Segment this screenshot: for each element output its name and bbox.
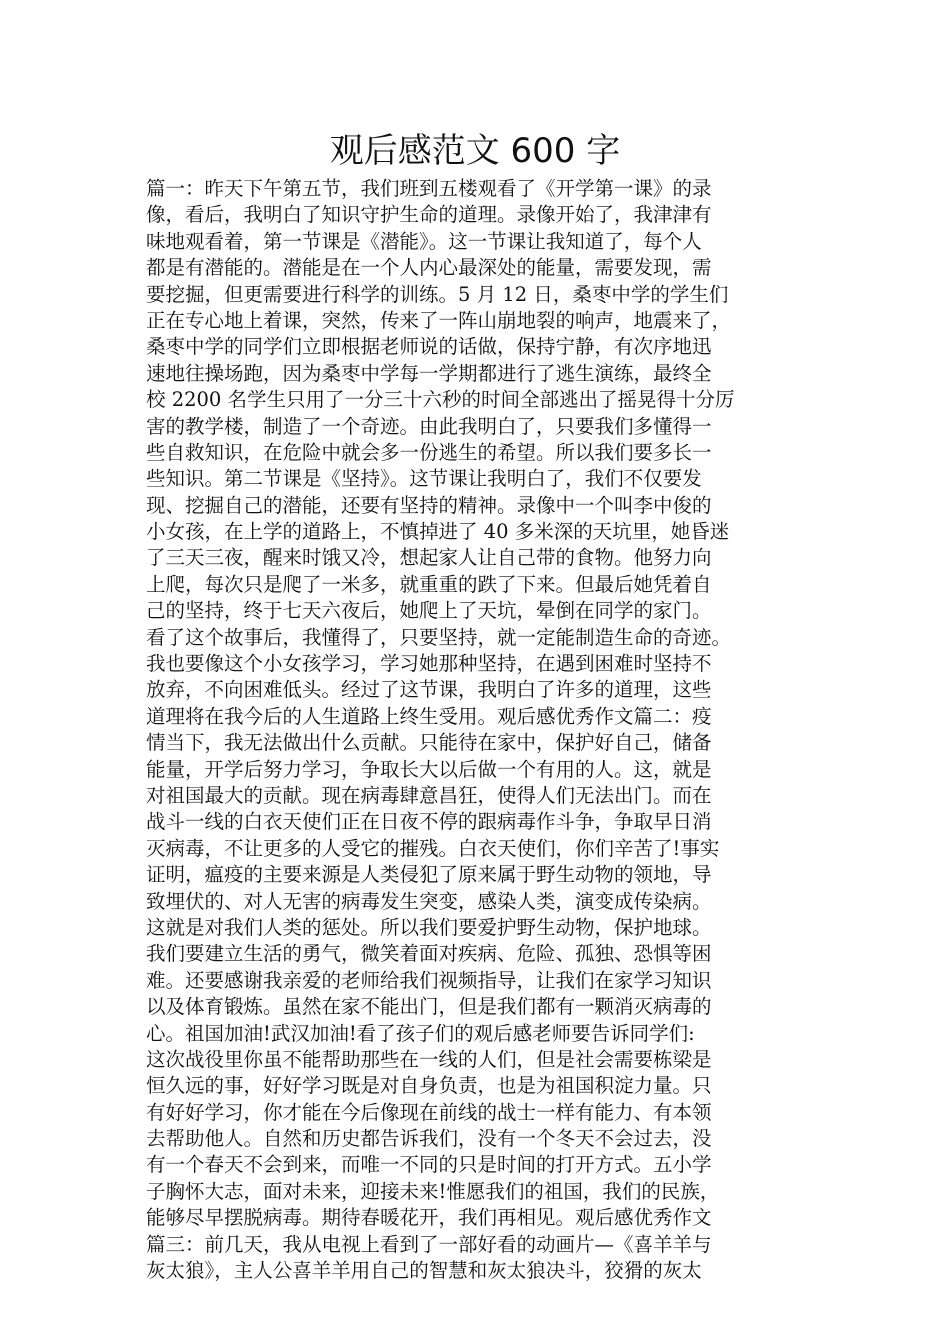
text-line: 放弃，不向困难低头。经过了这节课，我明白了许多的道理，这些	[146, 678, 712, 702]
text-line: 我们要建立生活的勇气，微笑着面对疾病、危险、孤独、恐惧等困	[146, 942, 712, 966]
text-line: 校 2200 名学生只用了一分三十六秒的时间全部逃出了摇晃得十分厉	[146, 388, 735, 412]
text-line: 心。祖国加油!武汉加油!看了孩子们的观后感老师要告诉同学们:	[146, 1021, 695, 1045]
text-line: 小女孩，在上学的道路上，不慎掉进了 40 多米深的天坑里，她昏迷	[146, 520, 730, 544]
text-line: 恒久远的事，好好学习既是对自身负责，也是为祖国积淀力量。只	[146, 1074, 712, 1098]
text-line: 桑枣中学的同学们立即根据老师说的话做，保持宁静，有次序地迅	[146, 335, 712, 359]
text-line: 情当下，我无法做出什么贡献。只能待在家中，保护好自己，储备	[146, 731, 712, 755]
text-line: 篇三：前几天，我从电视上看到了一部好看的动画片—《喜羊羊与	[146, 1232, 712, 1256]
text-line: 像，看后，我明白了知识守护生命的道理。录像开始了，我津津有	[146, 203, 712, 227]
text-line: 害的教学楼，制造了一个奇迹。由此我明白了，只要我们多懂得一	[146, 414, 712, 438]
text-line: 能够尽早摆脱病毒。期待春暖花开，我们再相见。观后感优秀作文	[146, 1206, 712, 1230]
text-line: 灰太狼》，主人公喜羊羊用自己的智慧和灰太狼决斗，狡猾的灰太	[146, 1259, 702, 1283]
page-title: 观后感范文 600 字	[329, 131, 621, 171]
text-line: 了三天三夜，醒来时饿又冷，想起家人让自己带的食物。他努力向	[146, 546, 712, 570]
text-line: 有一个春天不会到来，而唯一不同的只是时间的打开方式。五小学	[146, 1153, 712, 1177]
text-line: 这就是对我们人类的惩处。所以我们要爱护野生动物，保护地球。	[146, 915, 712, 939]
text-line: 以及体育锻炼。虽然在家不能出门，但是我们都有一颗消灭病毒的	[146, 995, 712, 1019]
text-line: 难。还要感谢我亲爱的老师给我们视频指导，让我们在家学习知识	[146, 968, 712, 992]
text-line: 致埋伏的、对人无害的病毒发生突变，感染人类，演变成传染病。	[146, 889, 712, 913]
text-line: 战斗一线的白衣天使们正在日夜不停的跟病毒作斗争，争取早日消	[146, 810, 712, 834]
text-line: 些知识。第二节课是《坚持》。这节课让我明白了，我们不仅要发	[146, 467, 702, 491]
text-line: 我也要像这个小女孩学习，学习她那种坚持，在遇到困难时坚持不	[146, 652, 712, 676]
text-line: 有好好学习，你才能在今后像现在前线的战士一样有能力、有本领	[146, 1100, 712, 1124]
text-line: 这次战役里你虽不能帮助那些在一线的人们，但是社会需要栋梁是	[146, 1047, 712, 1071]
text-line: 正在专心地上着课，突然，传来了一阵山崩地裂的响声，地震来了，	[146, 308, 732, 332]
text-line: 去帮助他人。自然和历史都告诉我们，没有一个冬天不会过去，没	[146, 1127, 712, 1151]
text-line: 上爬，每次只是爬了一米多，就重重的跌了下来。但最后她凭着自	[146, 572, 712, 596]
text-line: 现、挖掘自己的潜能，还要有坚持的精神。录像中一个叫李中俊的	[146, 493, 712, 517]
text-line: 速地往操场跑，因为桑枣中学每一学期都进行了逃生演练，最终全	[146, 361, 712, 385]
text-line: 看了这个故事后，我懂得了，只要坚持，就一定能制造生命的奇迹。	[146, 625, 732, 649]
essay-body	[146, 176, 818, 1284]
text-line: 灭病毒，不让更多的人受它的摧残。白衣天使们，你们辛苦了!事实	[146, 836, 720, 860]
text-line: 味地观看着，第一节课是《潜能》。这一节课让我知道了，每个人	[146, 229, 702, 253]
text-line: 子胸怀大志，面对未来，迎接未来!惟愿我们的祖国，我们的民族，	[146, 1179, 720, 1203]
text-line: 证明，瘟疫的主要来源是人类侵犯了原来属于野生动物的领地，导	[146, 863, 712, 887]
text-line: 些自救知识，在危险中就会多一份逃生的希望。所以我们要多长一	[146, 440, 712, 464]
text-line: 都是有潜能的。潜能是在一个人内心最深处的能量，需要发现，需	[146, 256, 712, 280]
text-line: 要挖掘，但更需要进行科学的训练。5 月 12 日，桑枣中学的学生们	[146, 282, 729, 306]
text-line: 己的坚持，终于七天六夜后，她爬上了天坑，晕倒在同学的家门。	[146, 599, 712, 623]
text-line: 篇一：昨天下午第五节，我们班到五楼观看了《开学第一课》的录	[146, 177, 712, 200]
text-line: 道理将在我今后的人生道路上终生受用。观后感优秀作文篇二：疫	[146, 704, 712, 728]
text-line: 能量，开学后努力学习，争取长大以后做一个有用的人。这，就是	[146, 757, 712, 781]
text-line: 对祖国最大的贡献。现在病毒肆意昌狂，使得人们无法出门。而在	[146, 783, 712, 807]
